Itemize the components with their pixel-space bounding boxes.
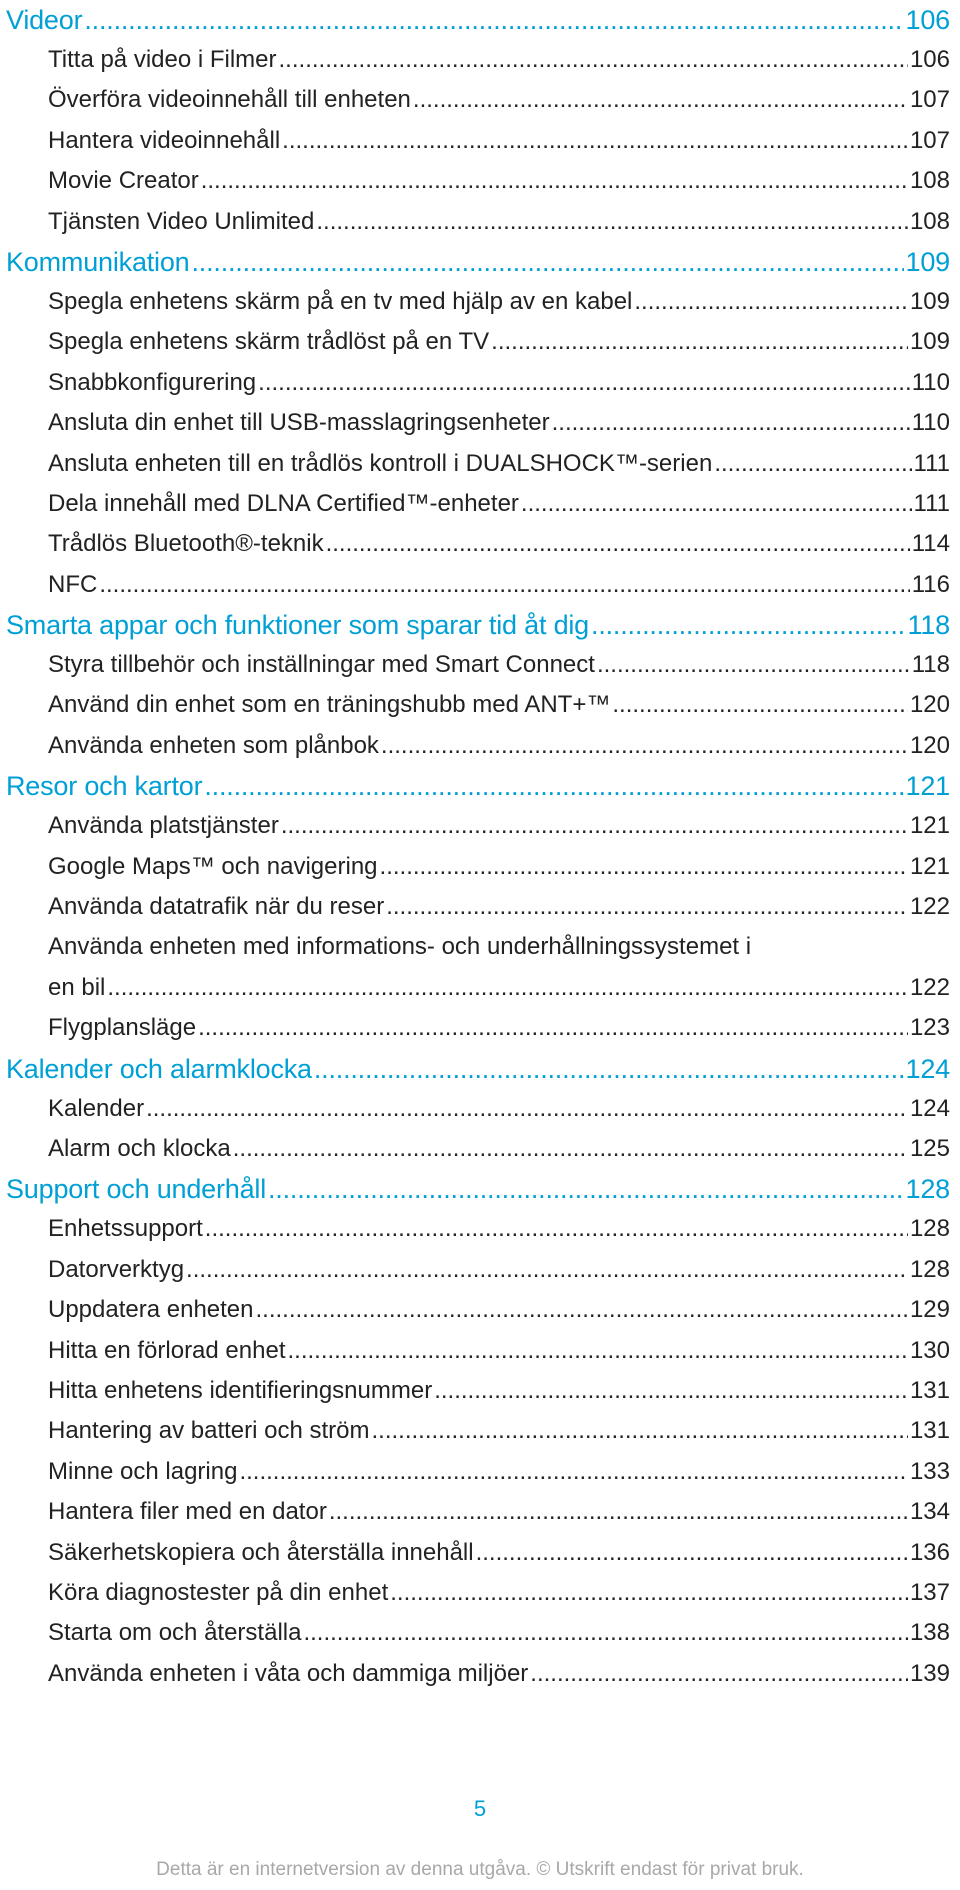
dot-leader <box>205 1209 908 1249</box>
toc-page-number: 110 <box>911 368 950 396</box>
toc-entry[interactable] <box>6 1331 950 1371</box>
toc-entry[interactable] <box>6 1492 950 1532</box>
toc-entry[interactable] <box>6 1371 950 1411</box>
toc-entry[interactable] <box>6 202 950 242</box>
toc-entry-title: Snabbkonfigurering <box>48 368 257 396</box>
toc-page-number: 111 <box>913 489 950 517</box>
toc-entry-title: Använda enheten med informations- och underhållningssystemet i <box>48 933 752 961</box>
dot-leader <box>201 161 908 201</box>
toc-section-title: Resor och kartor <box>6 771 203 802</box>
toc-entry-title: Datorverktyg <box>48 1255 185 1283</box>
toc-entry[interactable] <box>6 1290 950 1330</box>
toc-entry-title: Uppdatera enheten <box>48 1296 254 1324</box>
toc-entry-title: Använda enheten som plånbok <box>48 731 379 759</box>
toc-page-number: 108 <box>909 207 950 235</box>
dot-leader <box>316 202 908 242</box>
toc-page-number: 134 <box>909 1498 950 1526</box>
footer-note: Detta är en internetversion av denna utgåva. © Utskrift endast för privat bruk. <box>156 1859 804 1880</box>
toc-page-number: 120 <box>909 731 950 759</box>
dot-leader <box>192 242 904 282</box>
toc-entry-title: Ansluta enheten till en trådlös kontroll i DUALSHOCK™-serien <box>48 449 713 477</box>
dot-leader <box>204 766 903 806</box>
dot-leader <box>239 1452 908 1492</box>
toc-entry[interactable] <box>6 1008 950 1048</box>
toc-entry-title: Hitta en förlorad enhet <box>48 1336 286 1364</box>
toc-entry[interactable] <box>6 927 950 1008</box>
toc-entry[interactable] <box>6 1089 950 1129</box>
toc-section[interactable] <box>6 766 950 806</box>
toc-page-number: 125 <box>909 1134 950 1162</box>
toc-entry[interactable] <box>6 484 950 524</box>
toc-page-number: 122 <box>909 973 950 1001</box>
toc-entry[interactable] <box>6 40 950 80</box>
dot-leader <box>146 1089 908 1129</box>
toc-page-number: 130 <box>909 1336 950 1364</box>
toc-page-number: 109 <box>905 246 950 277</box>
toc-entry-title: Spegla enhetens skärm på en tv med hjälp av en kabel <box>48 287 633 315</box>
dot-leader <box>287 1331 907 1371</box>
dot-leader <box>634 282 908 322</box>
toc-entry-title: Titta på video i Filmer <box>48 46 277 73</box>
toc-entry-title: NFC <box>48 570 98 598</box>
toc-entry-title: Flygplansläge <box>48 1014 197 1042</box>
dot-leader <box>413 80 908 120</box>
toc-page-number: 131 <box>909 1417 950 1445</box>
dot-leader <box>329 1492 908 1532</box>
toc-entry-title-continued: en bil <box>48 973 106 1001</box>
dot-leader <box>390 1573 908 1613</box>
dot-leader <box>491 322 908 362</box>
dot-leader <box>434 1371 908 1411</box>
toc-page-number: 122 <box>909 893 950 921</box>
dot-leader <box>612 685 908 725</box>
toc-entry[interactable] <box>6 80 950 120</box>
toc-entry-title: Spegla enhetens skärm trådlöst på en TV <box>48 328 490 356</box>
toc-page-number: 131 <box>909 1376 950 1404</box>
toc-entry[interactable] <box>6 726 950 766</box>
dot-leader <box>99 565 909 605</box>
toc-page-number: 123 <box>909 1014 950 1042</box>
toc-entry[interactable] <box>6 403 950 443</box>
toc-page-number: 114 <box>911 530 950 558</box>
toc-entry[interactable] <box>6 806 950 846</box>
dot-leader <box>314 1049 904 1089</box>
toc-entry[interactable] <box>6 685 950 725</box>
dot-leader <box>186 1250 908 1290</box>
toc-entry-title: Movie Creator <box>48 167 199 195</box>
toc-page-number: 124 <box>905 1053 950 1084</box>
toc-entry-title: Använda datatrafik när du reser <box>48 893 385 921</box>
toc-section[interactable] <box>6 1049 950 1089</box>
toc-entry[interactable] <box>6 524 950 564</box>
toc-entry-title: Ansluta din enhet till USB-masslagringsenheter <box>48 409 550 437</box>
toc-entry-title: Google Maps™ och navigering <box>48 852 378 880</box>
toc-page-number: 107 <box>909 86 950 114</box>
toc-entry[interactable] <box>6 1573 950 1613</box>
toc-page-number: 121 <box>909 812 950 840</box>
toc-page-number: 137 <box>909 1578 950 1606</box>
toc-page-number: 108 <box>909 167 950 195</box>
toc-entry-title: Hantering av batteri och ström <box>48 1417 370 1445</box>
toc-entry-title: Enhetssupport <box>48 1215 203 1243</box>
toc-page-number: 109 <box>909 287 950 315</box>
toc-entry-title: Hantera filer med en dator <box>48 1498 327 1526</box>
dot-leader <box>233 1129 908 1169</box>
page-number: 5 <box>473 1796 487 1821</box>
toc-section[interactable] <box>6 605 950 645</box>
toc-entry[interactable] <box>6 887 950 927</box>
toc-entry[interactable] <box>6 1452 950 1492</box>
toc-entry-line <box>48 968 950 1008</box>
dot-leader <box>530 1654 908 1694</box>
toc-page-number: 106 <box>909 46 950 73</box>
toc-page-number: 106 <box>905 5 950 35</box>
toc-page-number: 138 <box>909 1619 950 1647</box>
toc-entry[interactable] <box>6 645 950 685</box>
dot-leader <box>521 484 912 524</box>
toc-entry-title: Styra tillbehör och inställningar med Smart Connect <box>48 651 595 679</box>
dot-leader <box>282 121 908 161</box>
toc-entry-title: Använda platstjänster <box>48 812 279 840</box>
toc-entry[interactable] <box>6 444 950 484</box>
toc-page-number: 120 <box>909 691 950 719</box>
toc-section[interactable] <box>6 1169 950 1209</box>
toc-section-title: Videor <box>6 5 83 35</box>
toc-page-number: 118 <box>907 610 950 641</box>
toc-entry-title: Använd din enhet som en träningshubb med ANT+™ <box>48 691 611 719</box>
dot-leader <box>107 968 908 1008</box>
toc-page-number: 107 <box>909 126 950 154</box>
toc-page-number: 128 <box>909 1255 950 1283</box>
toc-entry-title: Hantera videoinnehåll <box>48 126 281 154</box>
toc-entry-title: Minne och lagring <box>48 1457 238 1485</box>
dot-leader <box>198 1008 908 1048</box>
dot-leader <box>84 0 903 40</box>
dot-leader <box>552 403 910 443</box>
toc-entry-title: Säkerhetskopiera och återställa innehåll <box>48 1538 474 1566</box>
toc-entry[interactable] <box>6 161 950 201</box>
toc-entry[interactable] <box>6 1654 950 1694</box>
toc-section[interactable] <box>6 0 950 40</box>
toc-entry-title: Hitta enhetens identifieringsnummer <box>48 1376 433 1404</box>
toc-entry[interactable] <box>6 322 950 362</box>
toc-page-number: 128 <box>909 1215 950 1243</box>
toc-page-number: 116 <box>911 570 950 598</box>
toc-entry-title: Dela innehåll med DLNA Certified™-enheter <box>48 489 519 517</box>
toc-entry[interactable] <box>6 1533 950 1573</box>
toc-section[interactable] <box>6 242 950 282</box>
toc-entry[interactable] <box>6 1209 950 1249</box>
toc-page-number: 121 <box>909 852 950 880</box>
toc-page-number: 139 <box>909 1659 950 1687</box>
toc-entry[interactable] <box>6 565 950 605</box>
toc-entry-title: Köra diagnostester på din enhet <box>48 1578 389 1606</box>
toc-entry-title: Överföra videoinnehåll till enheten <box>48 86 411 114</box>
table-of-contents <box>6 0 950 1694</box>
dot-leader <box>714 444 911 484</box>
toc-page-number: 118 <box>911 651 950 679</box>
toc-entry[interactable] <box>6 121 950 161</box>
dot-leader <box>279 40 908 80</box>
toc-page-number: 109 <box>909 328 950 356</box>
dot-leader <box>303 1613 908 1653</box>
toc-entry[interactable] <box>6 1129 950 1169</box>
toc-page-number: 121 <box>905 771 950 802</box>
dot-leader <box>326 524 910 564</box>
toc-section-title: Support och underhåll <box>6 1174 266 1205</box>
toc-entry[interactable] <box>6 1411 950 1451</box>
dot-leader <box>256 1290 908 1330</box>
dot-leader <box>380 847 908 887</box>
toc-entry-title: Trådlös Bluetooth®-teknik <box>48 530 324 558</box>
toc-entry-title: Tjänsten Video Unlimited <box>48 207 315 235</box>
toc-entry[interactable] <box>6 1250 950 1290</box>
dot-leader <box>386 887 908 927</box>
dot-leader <box>591 605 906 645</box>
toc-page-number: 110 <box>911 409 950 437</box>
dot-leader <box>268 1169 904 1209</box>
toc-entry[interactable] <box>6 847 950 887</box>
toc-entry[interactable] <box>6 363 950 403</box>
toc-entry-title: Alarm och klocka <box>48 1134 231 1162</box>
dot-leader <box>258 363 910 403</box>
toc-entry-title: Använda enheten i våta och dammiga miljöer <box>48 1659 529 1687</box>
dot-leader <box>476 1533 908 1573</box>
toc-page-number: 136 <box>909 1538 950 1566</box>
toc-section-title: Kommunikation <box>6 246 190 277</box>
toc-page-number: 133 <box>909 1457 950 1485</box>
toc-entry-title: Starta om och återställa <box>48 1619 302 1647</box>
toc-section-title: Smarta appar och funktioner som sparar tid åt dig <box>6 610 590 641</box>
toc-page-number: 111 <box>913 449 950 477</box>
toc-page-number: 128 <box>905 1174 950 1205</box>
toc-page-number: 129 <box>909 1296 950 1324</box>
dot-leader <box>371 1411 907 1451</box>
toc-page-number: 124 <box>909 1094 950 1122</box>
dot-leader <box>381 726 908 766</box>
toc-section-title: Kalender och alarmklocka <box>6 1053 312 1084</box>
toc-entry[interactable] <box>6 282 950 322</box>
toc-entry-title: Kalender <box>48 1094 145 1122</box>
dot-leader <box>597 645 910 685</box>
dot-leader <box>281 806 908 846</box>
toc-entry[interactable] <box>6 1613 950 1653</box>
